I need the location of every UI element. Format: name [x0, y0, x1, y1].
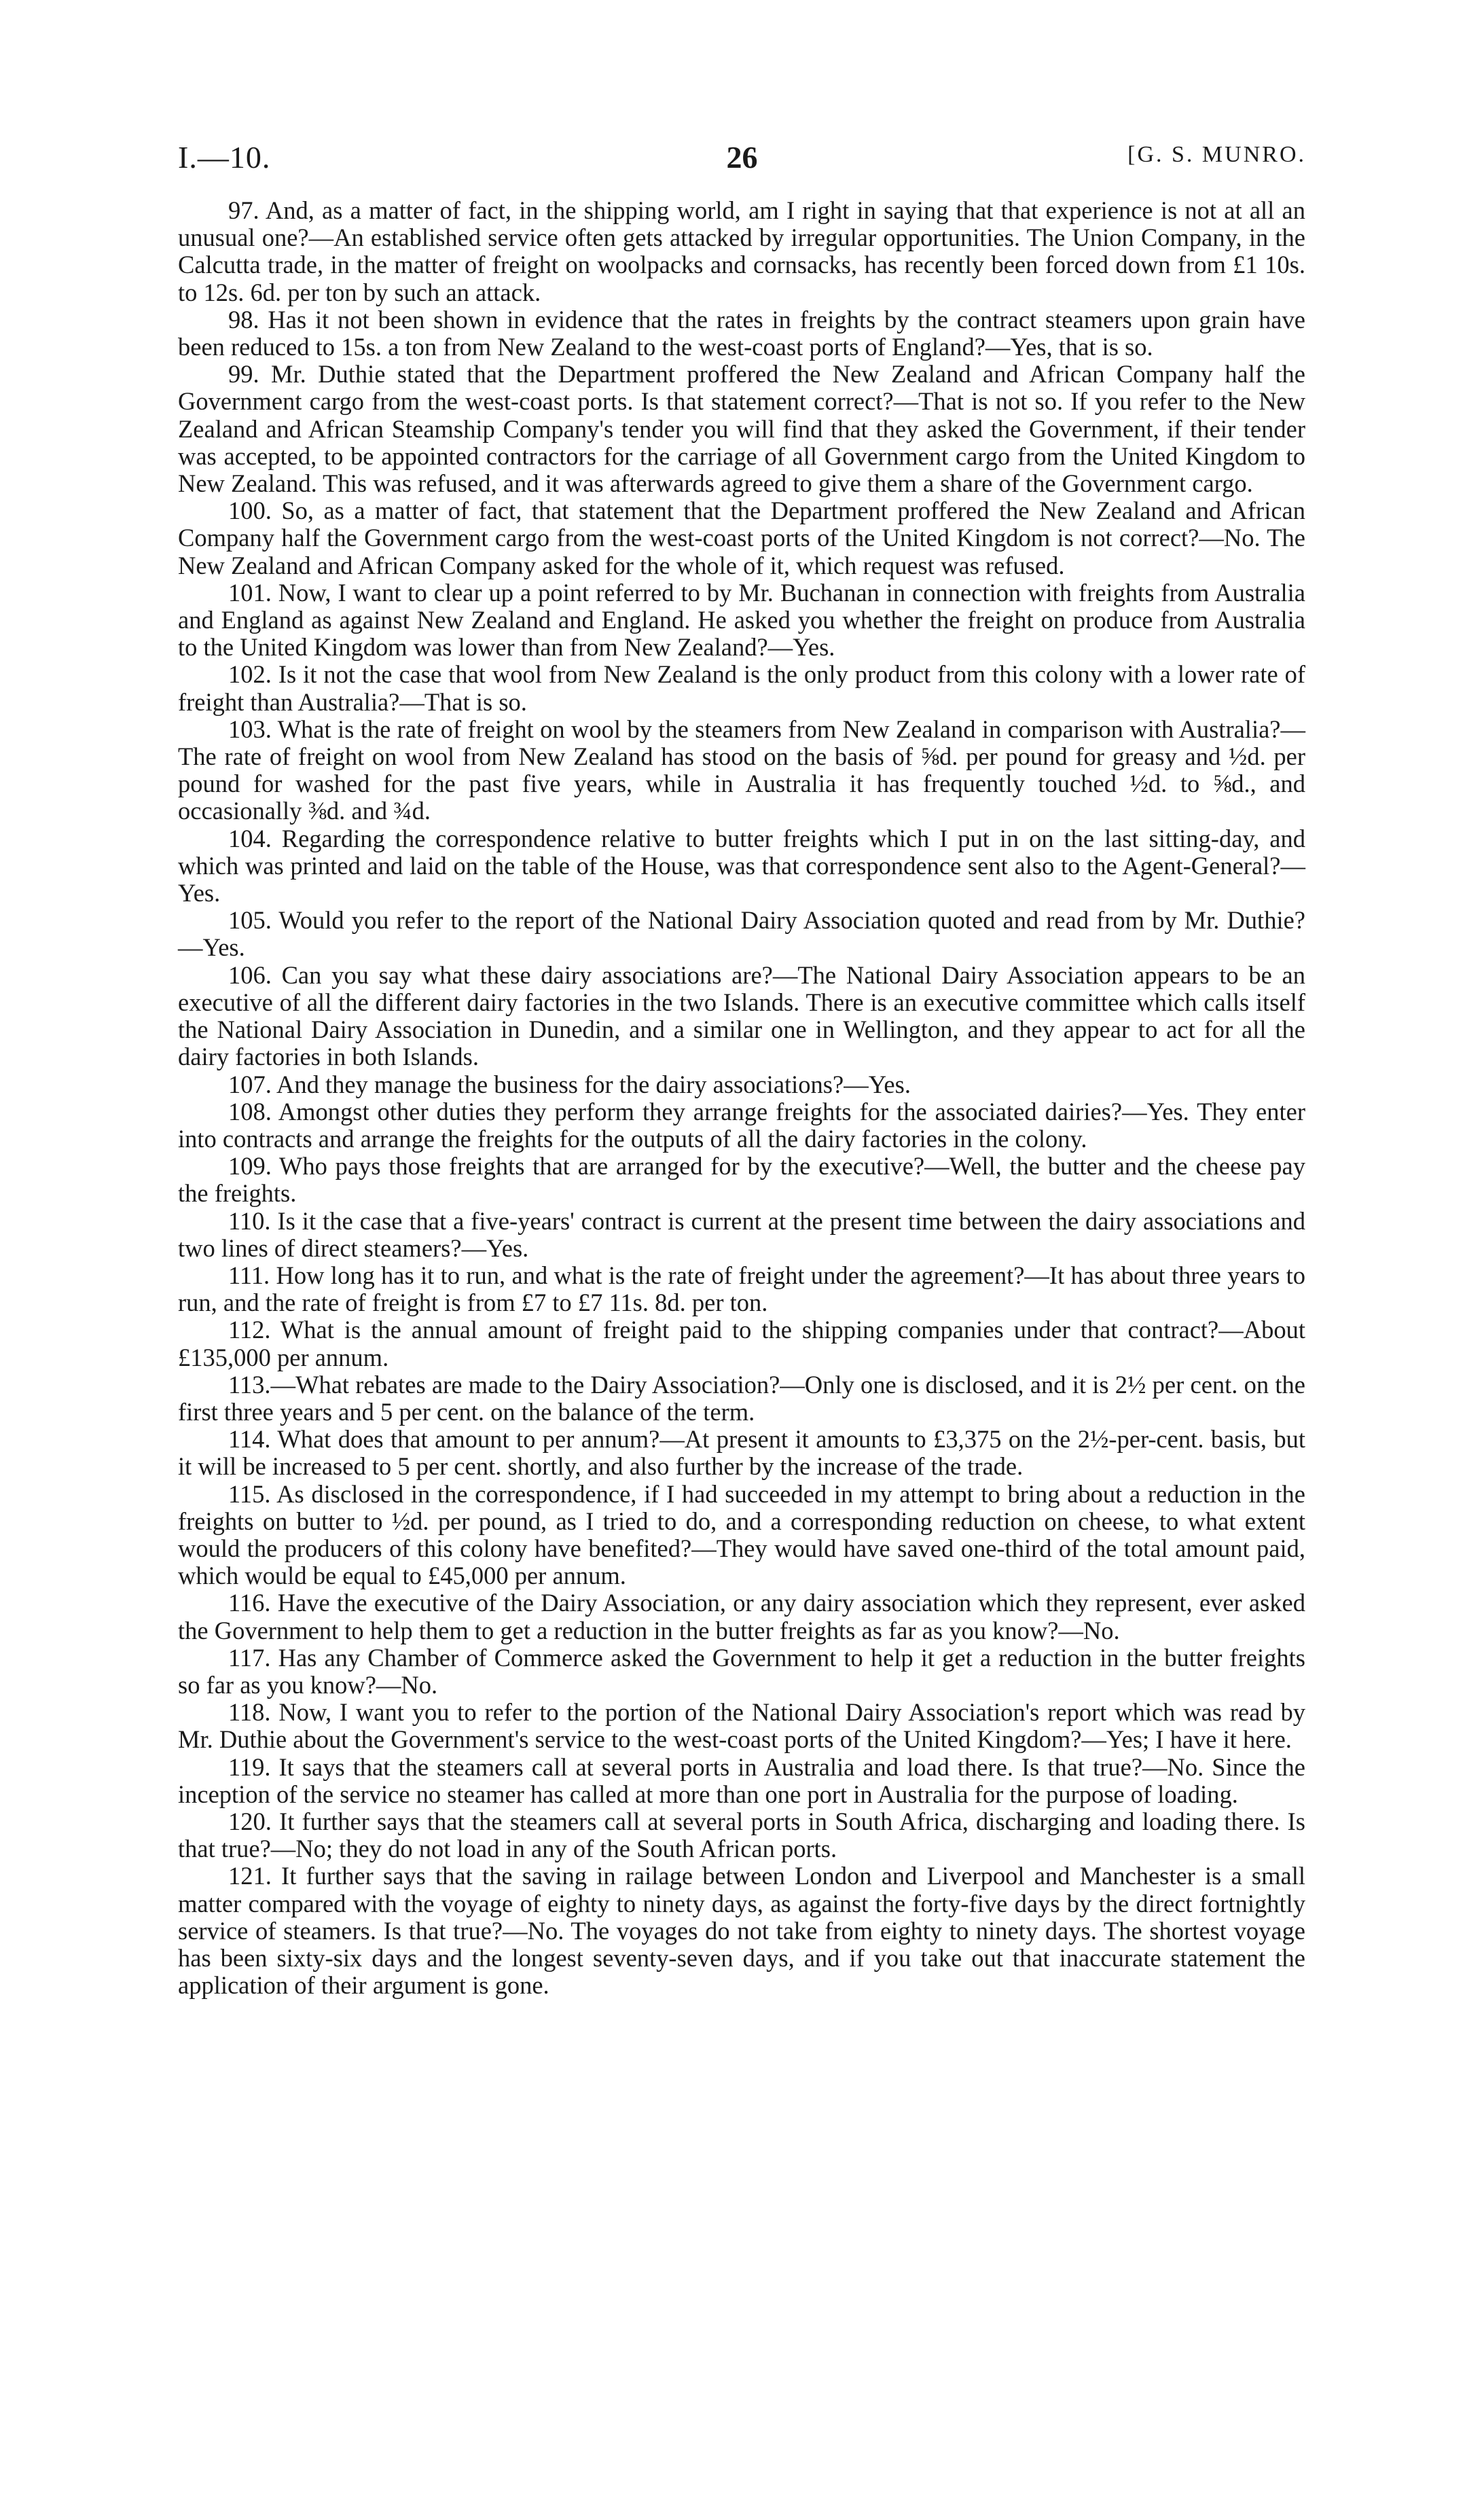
witness-name: [G. S. MUNRO. [1127, 142, 1306, 167]
question-115: 115. As disclosed in the correspondence, if I had succeeded in my attempt to bring about a reduction in the freights on butter to ½d. per pound, as I tried to do, and a corresponding reduction on cheese, to what extent would the producers of this colony have benefited?—They would have saved one-third of the total amount paid, which would be equal to £45,000 per annum. [178, 1479, 1305, 1590]
page-number: 26 [726, 140, 758, 175]
question-101: 101. Now, I want to clear up a point referred to by Mr. Buchanan in connection with freights from Australia and England as against New Zealand and England. He asked you whether the freight on produce from Australia to the United Kingdom was lower than from New Zealand?—Yes. [178, 578, 1305, 662]
question-102: 102. Is it not the case that wool from New Zealand is the only product from this colony with a lower rate of freight than Australia?—That is so. [178, 660, 1305, 716]
question-120: 120. It further says that the steamers call at several ports in South Africa, discharging and loading there. Is that true?—No; they do not load in any of the South African ports. [178, 1807, 1305, 1863]
question-109: 109. Who pays those freights that are arranged for by the executive?—Well, the butter and the cheese pay the freights. [178, 1152, 1305, 1208]
question-117: 117. Has any Chamber of Commerce asked the Government to help it get a reduction in the butter freights so far as you know?—No. [178, 1643, 1305, 1699]
question-113: 113.—What rebates are made to the Dairy Association?—Only one is disclosed, and it is 2½ per cent. on the first three years and 5 per cent. on the balance of the term. [178, 1370, 1305, 1426]
question-100: 100. So, as a matter of fact, that statement that the Department proffered the New Zealand and African Company half the Government cargo from the west-coast ports of the United Kingdom is not correct?—No. The New Zealand and African Company asked for the whole of it, which request was refused. [178, 497, 1305, 579]
question-118: 118. Now, I want you to refer to the portion of the National Dairy Association's report which was read by Mr. Duthie about the Government's service to the west-coast ports of the United Kingdom?—Yes; I have it here. [178, 1698, 1305, 1754]
question-114: 114. What does that amount to per annum?—At present it amounts to £3,375 on the 2½-per-cent. basis, but it will be increased to 5 per cent. shortly, and also further by the increase of the trade. [178, 1425, 1305, 1481]
question-121: 121. It further says that the saving in railage between London and Liverpool and Manchester is a small matter compared with the voyage of eighty to ninety days, as against the forty-five days by the direct fortnightly service of steamers. Is that true?—No. The voyages do not take from eighty to ninety days. The shortest voyage has been sixty-six days and the longest seventy-seven days, and if you take out that inaccurate statement the application of their argument is gone. [178, 1862, 1305, 2000]
document-reference: I.—10. [178, 140, 271, 175]
question-112: 112. What is the annual amount of freight paid to the shipping companies under that contract?—About £135,000 per annum. [178, 1316, 1305, 1371]
question-110: 110. Is it the case that a five-years' contract is current at the present time between the dairy associations and two lines of direct steamers?—Yes. [178, 1206, 1305, 1262]
question-97: 97. And, as a matter of fact, in the shipping world, am I right in saying that that experience is not at all an unusual one?—An established service often gets attacked by irregular opportunities. The Union Company, in the Calcutta trade, in the matter of freight on woolpacks and cornsacks, has recently been forced down from £1 10s. to 12s. 6d. per ton by such an attack. [178, 196, 1305, 306]
testimony-body [178, 197, 1305, 1999]
question-105: 105. Would you refer to the report of the National Dairy Association quoted and read from by Mr. Duthie?—Yes. [178, 906, 1305, 962]
question-119: 119. It says that the steamers call at several ports in Australia and load there. Is that true?—No. Since the inception of the service no steamer has called at more than one port in Australia for the purpose of loading. [178, 1752, 1305, 1808]
question-111: 111. How long has it to run, and what is the rate of freight under the agreement?—It has about three years to run, and the rate of freight is from £7 to £7 11s. 8d. per ton. [178, 1261, 1305, 1317]
page-header [0, 139, 1484, 187]
question-108: 108. Amongst other duties they perform they arrange freights for the associated dairies?—Yes. They enter into contracts and arrange the freights for the outputs of all the dairy factories in the colony. [178, 1097, 1305, 1153]
question-106: 106. Can you say what these dairy associations are?—The National Dairy Association appears to be an executive of all the different dairy factories in the two Islands. There is an executive committee which calls itself the National Dairy Association in Dunedin, and a similar one in Wellington, and they appear to act for all the dairy factories in both Islands. [178, 960, 1305, 1071]
question-107: 107. And they manage the business for the dairy associations?—Yes. [228, 1070, 911, 1098]
question-98: 98. Has it not been shown in evidence that the rates in freights by the contract steamers upon grain have been reduced to 15s. a ton from New Zealand to the west-coast ports of England?—Yes, that is so. [178, 305, 1305, 361]
question-99: 99. Mr. Duthie stated that the Department proffered the New Zealand and African Company half the Government cargo from the west-coast ports. Is that statement correct?—That is not so. If you refer to the New Zealand and African Steamship Company's tender you will find that they asked the Government, if their tender was accepted, to be appointed contractors for the carriage of all Government cargo from the United Kingdom to New Zealand. This was refused, and it was afterwards agreed to give them a share of the Government cargo. [178, 360, 1305, 498]
question-116: 116. Have the executive of the Dairy Association, or any dairy association which they represent, ever asked the Government to help them to get a reduction in the butter freights as far as you know?—No. [178, 1589, 1305, 1644]
question-104: 104. Regarding the correspondence relative to butter freights which I put in on the last sitting-day, and which was printed and laid on the table of the House, was that correspondence sent also to the Agent-General?—Yes. [178, 824, 1305, 907]
question-103: 103. What is the rate of freight on wool by the steamers from New Zealand in comparison with Australia?—The rate of freight on wool from New Zealand has stood on the basis of ⅝d. per pound for greasy and ½d. per pound for washed for the past five years, while in Australia it has frequently touched ½d. to ⅝d., and occasionally ⅜d. and ¾d. [178, 715, 1305, 825]
